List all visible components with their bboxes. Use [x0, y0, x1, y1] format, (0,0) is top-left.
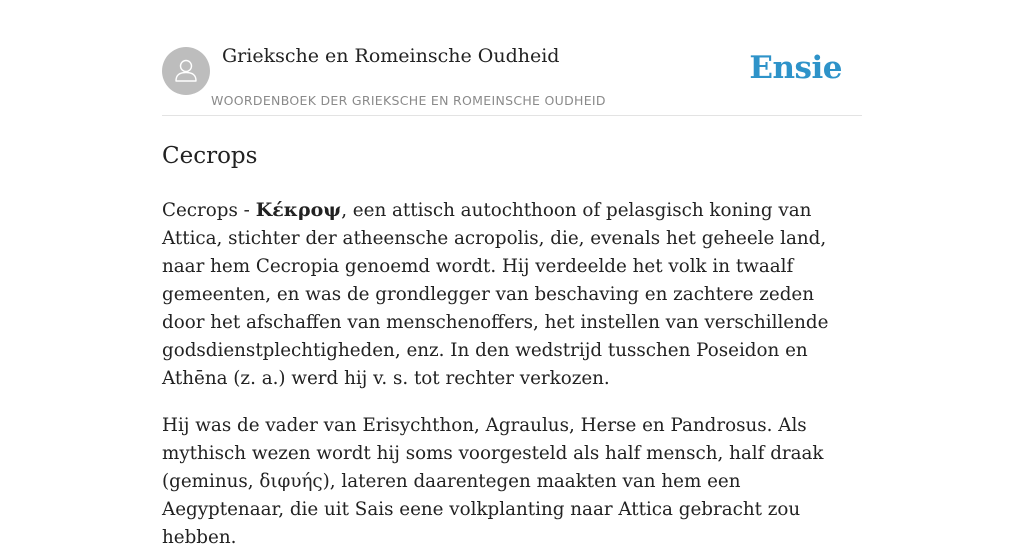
source-subtitle: WOORDENBOEK DER GRIEKSCHE EN ROMEINSCHE OUDHEID: [211, 93, 606, 108]
entry-container: [162, 0, 862, 552]
lemma-greek: Κέκροψ: [255, 199, 342, 221]
entry-paragraph-2: Hij was de vader van Erisychthon, Agraulus, Herse en Pandrosus. Als mythisch wezen wordt hij soms voorgesteld als half mensch, half draak (geminus, διφυής), lateren daarentegen maakten van hem een Aegyptenaar, die uit Sais eene volkplanting naar Attica gebracht zou hebben.: [162, 415, 824, 548]
lemma-lead: Cecrops -: [162, 200, 256, 221]
source-avatar[interactable]: [162, 47, 210, 95]
user-icon: [171, 56, 201, 86]
source-title[interactable]: Grieksche en Romeinsche Oudheid: [222, 45, 560, 67]
paragraph-1-text: , een attisch autochthoon of pelasgisch koning van Attica, stichter der atheensche acropolis, die, evenals het geheele land, naar hem Cecropia genoemd wordt. Hij verdeelde het volk in twaalf gemeenten, en was de grondlegger van beschaving en zachtere zeden door het afschaffen van menschenoffers, het instellen van verschillende godsdienstplechtigheden, enz. In den wedstrijd tusschen Poseidon en Athēna (z. a.) werd hij v. s. tot rechter verkozen.: [162, 200, 829, 389]
ensie-logo[interactable]: Ensie: [749, 50, 842, 86]
source-header: [162, 0, 862, 116]
entry-paragraph-1: [162, 196, 862, 393]
entry-title: Cecrops: [162, 143, 258, 169]
